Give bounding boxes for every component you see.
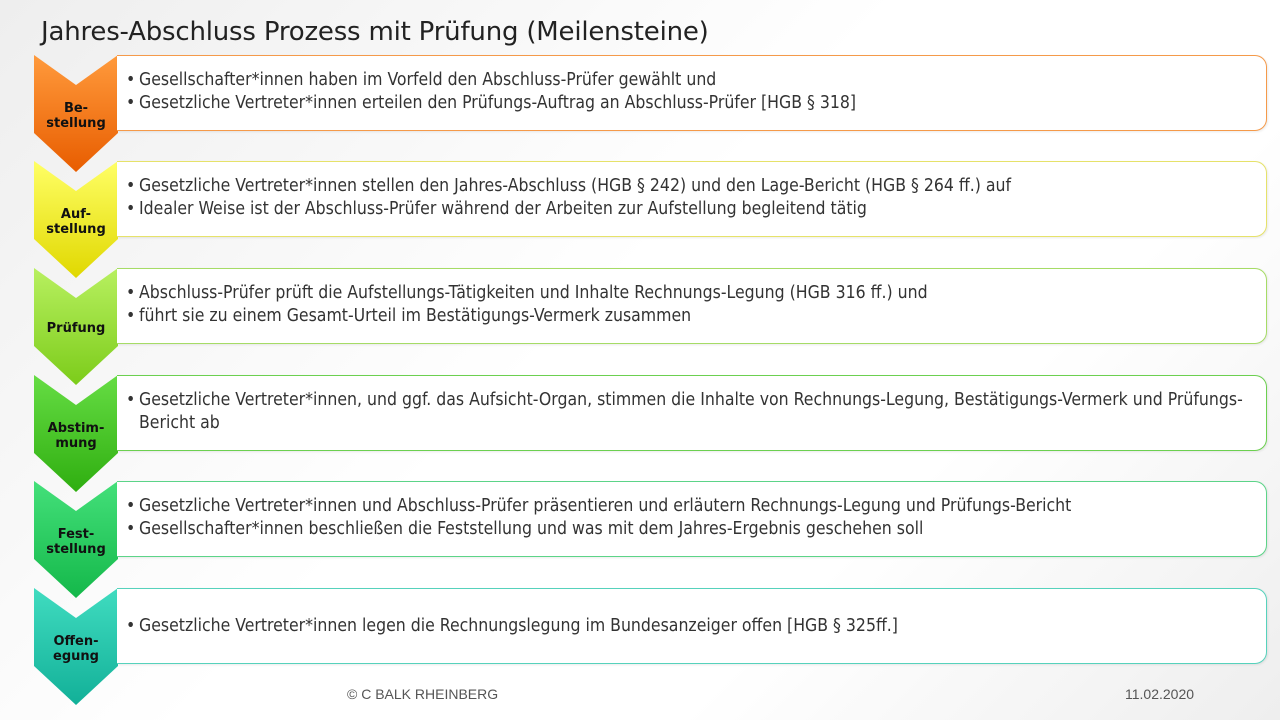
bullet-item: • Gesellschafter*innen haben im Vorfeld den Abschluss-Prüfer gewählt und	[126, 69, 1260, 92]
milestone-description-box	[117, 481, 1267, 557]
bullet-item: • Abschluss-Prüfer prüft die Aufstellungs-Tätigkeiten und Inhalte Rechnungs-Legung (HGB 316 ff.) und	[126, 282, 1260, 305]
milestone-label-line1: Be-	[63, 101, 89, 116]
milestone-label	[34, 421, 118, 451]
bullet-list	[126, 282, 1260, 328]
milestone-description-box	[117, 161, 1267, 237]
bullet-item: • Gesetzliche Vertreter*innen legen die Rechnungslegung im Bundesanzeiger offen [HGB § 325ff.]	[126, 615, 1260, 638]
bullet-item: • Gesetzliche Vertreter*innen und Abschluss-Prüfer präsentieren und erläutern Rechnungs-Legung und Prüfungs-Bericht	[126, 495, 1260, 518]
milestone-description-box	[117, 55, 1267, 131]
milestone-label-line2: stellung	[46, 542, 106, 557]
milestone-description-box	[117, 588, 1267, 664]
bullet-list	[126, 389, 1260, 435]
bullet-item: • Gesellschafter*innen beschließen die Feststellung und was mit dem Jahres-Ergebnis geschehen soll	[126, 518, 1260, 541]
milestone-label-line1: Auf-	[60, 207, 92, 222]
milestone-label	[34, 634, 118, 664]
bullet-item: • Gesetzliche Vertreter*innen erteilen den Prüfungs-Auftrag an Abschluss-Prüfer [HGB § 318]	[126, 92, 1260, 115]
milestone-label-line2: mung	[55, 436, 97, 451]
bullet-list	[126, 69, 1260, 115]
milestone-description-box	[117, 268, 1267, 344]
milestone-step	[0, 588, 1280, 688]
bullet-item: • führt sie zu einem Gesamt-Urteil im Bestätigungs-Vermerk zusammen	[126, 305, 1260, 328]
milestone-label	[34, 101, 118, 131]
milestone-label-line1: Prüfung	[46, 321, 106, 336]
milestone-label-line1: Abstim-	[47, 421, 105, 436]
milestone-step	[0, 375, 1280, 475]
footer-date: 11.02.2020	[1125, 686, 1195, 702]
bullet-list	[126, 495, 1260, 541]
milestone-label-line1: Offen-	[53, 634, 99, 649]
milestone-label	[34, 207, 118, 237]
bullet-list	[126, 615, 1260, 638]
milestone-step	[0, 481, 1280, 581]
milestone-label-line2: egung	[53, 649, 99, 664]
bullet-item: • Gesetzliche Vertreter*innen stellen den Jahres-Abschluss (HGB § 242) und den Lage-Bericht (HGB § 264 ff.) auf	[126, 175, 1260, 198]
milestone-label-line2: stellung	[46, 222, 106, 237]
milestone-label-line1: Fest-	[57, 527, 95, 542]
footer-copyright: © C BALK RHEINBERG	[347, 686, 499, 702]
milestone-step	[0, 161, 1280, 261]
bullet-item: • Idealer Weise ist der Abschluss-Prüfer während der Arbeiten zur Aufstellung begleitend tätig	[126, 198, 1260, 221]
milestone-description-box	[117, 375, 1267, 451]
bullet-item: • Gesetzliche Vertreter*innen, und ggf. das Aufsicht-Organ, stimmen die Inhalte von Rechnungs-Legung, Bestätigungs-Vermerk und Prüfungs-Bericht ab	[126, 389, 1260, 435]
milestone-step	[0, 268, 1280, 368]
milestone-label	[34, 527, 118, 557]
bullet-list	[126, 175, 1260, 221]
milestone-label-line2: stellung	[46, 116, 106, 131]
page-title: Jahres-Abschluss Prozess mit Prüfung (Meilensteine)	[41, 17, 709, 47]
milestone-label	[34, 321, 118, 336]
milestone-step	[0, 55, 1280, 155]
